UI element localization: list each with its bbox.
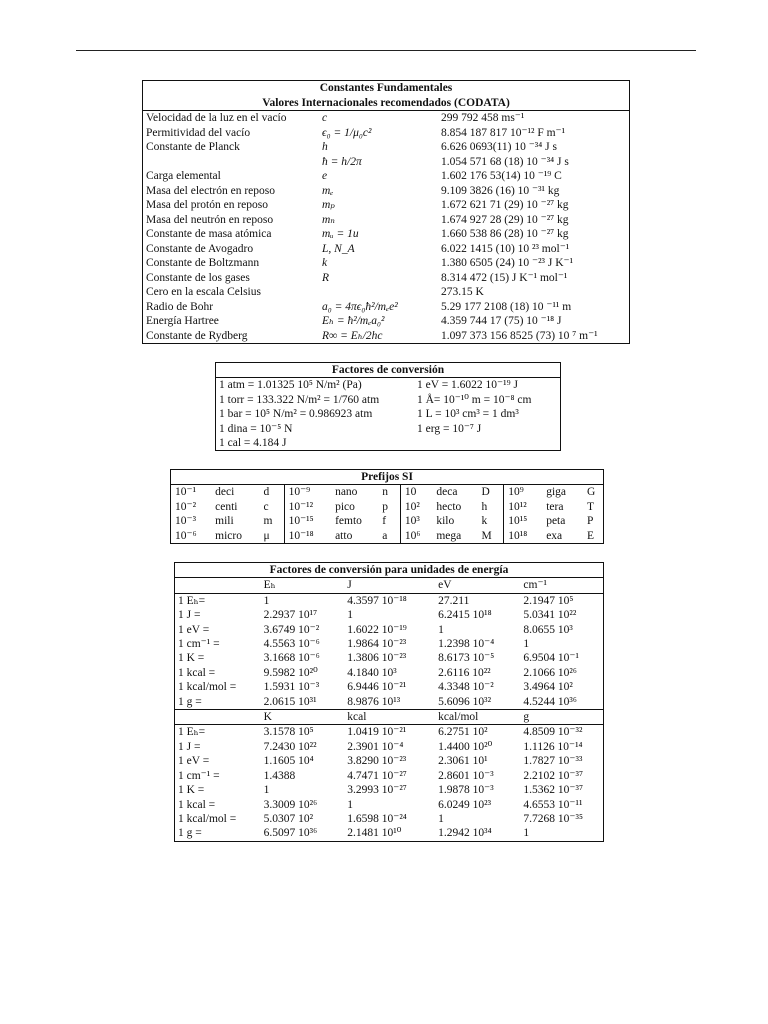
table-row <box>171 514 603 528</box>
energy-column-header: cm⁻¹ <box>520 578 603 593</box>
constant-value: 6.626 0693(11) 10 ⁻³⁴ J s <box>441 141 557 153</box>
table-row <box>143 314 629 329</box>
prefix-factor: 10¹⁵ <box>504 514 542 528</box>
prefix-name: mega <box>436 529 462 542</box>
energy-value: 1.7827 10⁻³³ <box>523 755 583 768</box>
prefix-symbol: D <box>481 486 490 499</box>
prefix-name: micro <box>215 529 242 542</box>
prefix-name: pico <box>335 500 355 513</box>
table-row <box>175 812 603 826</box>
energy-value: 1.0419 10⁻²¹ <box>344 725 435 740</box>
energy-value: 1 <box>523 638 530 651</box>
energy-row-label: 1 Eₕ= <box>175 725 261 740</box>
prefix-factor: 10¹⁸ <box>504 529 542 543</box>
constant-symbol: R∞ = Eₕ/2hc <box>322 329 383 342</box>
table-row <box>175 623 603 637</box>
constant-value: 5.29 177 2108 (18) 10 ⁻¹¹ m <box>441 300 572 313</box>
codata-rows <box>143 111 629 343</box>
energy-value: 1.6022 10⁻¹⁹ <box>347 623 407 636</box>
energy-value: 2.6116 10²² <box>438 666 491 679</box>
energy-value: 1.2942 10³⁴ <box>438 827 492 840</box>
energy-column-header: K <box>261 710 345 725</box>
energy-value: 4.6553 10⁻¹¹ <box>523 798 583 811</box>
table-row <box>143 300 629 315</box>
energy-row-label: 1 cm⁻¹ = <box>178 769 220 782</box>
constant-name: Permitividad del vacío <box>146 126 251 139</box>
energy-value: 6.2415 10¹⁸ <box>438 609 492 622</box>
energy-value: 2.1481 10¹⁰ <box>347 827 402 840</box>
constant-name: Constante de masa atómica <box>146 228 272 240</box>
conversion-left: 1 dina = 10⁻⁵ N <box>219 422 293 435</box>
conversion-left: 1 bar = 10⁵ N/m² = 0.986923 atm <box>219 408 373 421</box>
prefix-factor: 10⁹ <box>504 485 542 499</box>
constant-symbol: ϵ₀ = 1/μ₀c² <box>322 126 372 139</box>
energy-row-label: 1 eV = <box>178 755 210 768</box>
energy-value: 3.1578 10⁵ <box>261 725 345 740</box>
prefix-factor: 10³ <box>400 514 432 528</box>
energy-value: 3.4964 10² <box>523 681 573 694</box>
constant-symbol: e <box>322 170 328 182</box>
energy-row-label: 1 kcal/mol = <box>178 812 237 825</box>
table-row <box>175 798 603 812</box>
table-row <box>216 422 560 436</box>
prefix-symbol: T <box>586 500 594 513</box>
energy-value: 1 <box>438 812 444 825</box>
prefix-symbol: p <box>382 500 388 513</box>
energy-column-header: J <box>344 578 435 593</box>
table-row <box>216 393 560 407</box>
energy-row-label: 1 g = <box>178 695 202 708</box>
energy-value: 5.0341 10²² <box>523 609 577 622</box>
constant-symbol: h <box>322 141 328 153</box>
prefix-symbol: G <box>586 486 596 499</box>
prefix-name: tera <box>546 500 564 513</box>
energy-value: 6.9446 10⁻²¹ <box>347 681 407 694</box>
table-row <box>175 695 603 710</box>
energy-value: 1.5931 10⁻³ <box>263 681 320 694</box>
prefix-symbol: M <box>481 529 492 542</box>
table-row <box>171 529 603 543</box>
energy-value: 4.7471 10⁻²⁷ <box>347 769 407 782</box>
header-rule <box>76 50 696 51</box>
constant-value: 299 792 458 ms⁻¹ <box>441 112 525 124</box>
energy-column-header <box>175 578 261 593</box>
energy-table <box>174 562 604 842</box>
energy-row-label: 1 J = <box>178 740 201 753</box>
constant-symbol: L, N_A <box>322 242 355 255</box>
energy-row-label: 1 K = <box>178 652 205 665</box>
table-row <box>175 651 603 665</box>
prefixes-title: Prefijos SI <box>171 470 603 485</box>
prefix-symbol: d <box>263 486 270 499</box>
energy-value: 1 <box>347 798 354 811</box>
energy-value: 1.9864 10⁻²³ <box>347 638 407 651</box>
table-row <box>143 227 629 242</box>
energy-row-label: 1 eV = <box>178 623 210 636</box>
table-row <box>175 593 603 608</box>
conversion-rows <box>216 378 560 450</box>
prefix-factor: 10⁻³ <box>175 515 197 528</box>
energy-value: 3.6749 10⁻² <box>263 623 320 636</box>
energy-rows <box>175 577 603 840</box>
prefix-symbol: m <box>263 515 273 528</box>
energy-value: 1.1126 10⁻¹⁴ <box>523 740 583 753</box>
conversion-left: 1 torr = 133.322 N/m² = 1/760 atm <box>219 393 380 406</box>
table-row <box>143 198 629 213</box>
energy-value: 8.0655 10³ <box>523 623 573 636</box>
constant-symbol: mₙ <box>322 213 335 226</box>
prefix-factor: 10² <box>400 500 432 514</box>
prefix-name: exa <box>546 529 563 542</box>
energy-value: 1.2398 10⁻⁴ <box>438 638 495 651</box>
constant-value: 1.672 621 71 (29) 10 ⁻²⁷ kg <box>441 199 569 211</box>
energy-value: 9.5982 10²⁰ <box>263 666 318 679</box>
table-row <box>175 740 603 754</box>
prefix-name: peta <box>546 515 566 528</box>
table-row <box>143 169 629 184</box>
prefix-name: giga <box>546 486 567 499</box>
conversion-right: 1 erg = 10⁻⁷ J <box>417 422 482 435</box>
energy-value: 2.3061 10¹ <box>438 755 488 768</box>
energy-row-label: 1 cm⁻¹ = <box>178 638 220 651</box>
table-row <box>171 500 603 514</box>
energy-value: 1 <box>263 784 270 797</box>
energy-row-label: 1 Eₕ= <box>175 593 261 608</box>
constant-symbol: mₑ <box>322 184 334 197</box>
constant-name: Radio de Bohr <box>146 300 214 313</box>
energy-value: 2.8601 10⁻³ <box>438 769 494 782</box>
table-row <box>175 680 603 694</box>
energy-column-header: kcal/mol <box>435 710 520 725</box>
energy-value: 4.5244 10³⁶ <box>523 695 577 708</box>
energy-column-header: eV <box>435 578 520 593</box>
constant-value: 8.854 187 817 10⁻¹² F m⁻¹ <box>441 126 566 139</box>
energy-value: 3.1668 10⁻⁶ <box>263 652 320 665</box>
table-row <box>175 754 603 768</box>
constant-name: Constante de Avogadro <box>146 242 254 255</box>
constant-symbol: a₀ = 4πϵ₀ħ²/mₑe² <box>322 300 398 313</box>
table-row <box>143 242 629 257</box>
constant-name: Masa del protón en reposo <box>146 199 268 211</box>
energy-value: 2.1066 10²⁶ <box>523 666 577 679</box>
constant-value: 1.054 571 68 (18) 10 ⁻³⁴ J s <box>441 155 569 168</box>
table-row <box>143 256 629 271</box>
prefix-symbol: k <box>481 515 488 528</box>
energy-value: 3.8290 10⁻²³ <box>347 755 407 768</box>
energy-value: 27.211 <box>435 593 520 608</box>
energy-value: 4.3348 10⁻² <box>438 681 494 694</box>
energy-value: 1.4400 10²⁰ <box>438 740 493 753</box>
constant-name: Constante de los gases <box>146 271 250 284</box>
energy-value: 1 <box>438 623 444 636</box>
table-row <box>143 271 629 286</box>
energy-column-header <box>175 710 261 725</box>
constant-name: Energía Hartree <box>146 315 219 327</box>
table-row <box>175 608 603 622</box>
conversion-right: 1 L = 10³ cm³ = 1 dm³ <box>417 408 519 421</box>
energy-value: 4.8509 10⁻³² <box>520 725 603 740</box>
prefix-factor: 10⁻¹⁵ <box>284 514 331 528</box>
table-row <box>143 155 629 170</box>
constant-value: 9.109 3826 (16) 10 ⁻³¹ kg <box>441 184 560 197</box>
energy-value: 1.3806 10⁻²³ <box>347 652 407 665</box>
constant-name: Constante de Planck <box>146 141 240 153</box>
energy-value: 6.2751 10² <box>435 725 520 740</box>
table-row <box>143 140 629 155</box>
conversion-table <box>215 362 561 451</box>
prefix-symbol: E <box>586 529 594 542</box>
energy-value: 1 <box>261 593 345 608</box>
energy-value: 2.2937 10¹⁷ <box>263 609 318 622</box>
energy-value: 2.3901 10⁻⁴ <box>347 740 404 753</box>
energy-row-label: 1 J = <box>178 609 201 622</box>
energy-value: 6.9504 10⁻¹ <box>523 652 579 665</box>
prefix-symbol: h <box>481 500 488 513</box>
constant-symbol <box>319 285 438 300</box>
constant-symbol: Eₕ = ħ²/mₑa₀² <box>322 315 385 327</box>
energy-value: 8.9876 10¹³ <box>347 695 401 708</box>
codata-subtitle: Valores Internacionales recomendados (CODATA) <box>143 96 629 111</box>
conversion-right <box>414 436 560 450</box>
constant-symbol: mₚ <box>322 199 335 211</box>
table-row <box>143 126 629 141</box>
energy-value: 6.5097 10³⁶ <box>263 827 318 840</box>
constant-value: 1.602 176 53(14) 10 ⁻¹⁹ C <box>441 170 562 182</box>
prefix-factor: 10⁻⁶ <box>175 529 197 542</box>
prefix-factor: 10⁻² <box>175 500 197 513</box>
constant-value: 1.380 6505 (24) 10 ⁻²³ J K⁻¹ <box>441 257 574 269</box>
constant-value: 1.660 538 86 (28) 10 ⁻²⁷ kg <box>441 228 569 240</box>
table-row <box>175 769 603 783</box>
energy-column-header: kcal <box>344 710 435 725</box>
codata-table <box>142 80 630 344</box>
constant-value: 6.022 1415 (10) 10 ²³ mol⁻¹ <box>441 242 570 255</box>
constant-name: Cero en la escala Celsius <box>146 286 261 298</box>
energy-value: 5.6096 10³² <box>438 695 492 708</box>
constant-name: Masa del neutrón en reposo <box>146 213 274 226</box>
energy-value: 6.0249 10²³ <box>438 798 492 811</box>
table-row <box>143 111 629 126</box>
constant-value: 8.314 472 (15) J K⁻¹ mol⁻¹ <box>441 271 568 284</box>
energy-value: 1.4388 <box>263 769 296 782</box>
prefix-name: femto <box>335 515 362 528</box>
table-row <box>175 783 603 797</box>
constant-name: Constante de Boltzmann <box>146 257 260 269</box>
energy-value: 7.2430 10²² <box>263 740 317 753</box>
energy-value: 1.9878 10⁻³ <box>438 784 494 797</box>
prefix-factor: 10⁻¹² <box>284 500 331 514</box>
constant-name: Constante de Rydberg <box>146 329 248 342</box>
prefix-factor: 10⁻⁹ <box>284 485 331 499</box>
energy-column-header: g <box>520 710 603 725</box>
table-row <box>216 378 560 392</box>
table-row <box>216 436 560 450</box>
energy-value: 1.5362 10⁻³⁷ <box>523 784 583 797</box>
prefix-name: hecto <box>436 500 462 513</box>
energy-value: 4.1840 10³ <box>347 666 397 679</box>
energy-value: 4.5563 10⁻⁶ <box>263 638 320 651</box>
prefix-factor: 10⁻¹⁸ <box>284 529 331 543</box>
prefix-factor: 10⁻¹ <box>175 486 197 499</box>
table-row <box>143 329 629 344</box>
prefix-symbol: n <box>382 486 388 499</box>
energy-value: 3.2993 10⁻²⁷ <box>347 784 407 797</box>
prefix-factor: 10 <box>400 485 432 499</box>
energy-row-label: 1 g = <box>178 827 202 840</box>
energy-value: 2.1947 10⁵ <box>520 593 603 608</box>
table-row <box>143 213 629 228</box>
constant-symbol: k <box>322 257 328 269</box>
prefix-factor: 10¹² <box>504 500 542 514</box>
energy-row-label: 1 kcal/mol = <box>178 681 237 694</box>
conversion-title: Factores de conversión <box>216 363 560 378</box>
energy-row-label: 1 kcal = <box>178 666 216 679</box>
prefix-symbol: P <box>586 515 594 528</box>
table-row <box>143 184 629 199</box>
conversion-left: 1 atm = 1.01325 10⁵ N/m² (Pa) <box>219 379 362 392</box>
energy-value: 5.0307 10² <box>263 812 314 825</box>
codata-title: Constantes Fundamentales <box>319 82 453 94</box>
prefixes-table <box>170 469 604 544</box>
prefix-factor: 10⁶ <box>400 529 432 543</box>
energy-value: 1.6598 10⁻²⁴ <box>347 812 407 825</box>
prefix-name: atto <box>335 529 353 542</box>
constant-name <box>143 155 319 170</box>
energy-value: 1 <box>347 609 354 622</box>
constant-name: Velocidad de la luz en el vacío <box>146 112 287 124</box>
table-row <box>216 407 560 421</box>
conversion-right: 1 Å= 10⁻¹⁰ m = 10⁻⁸ cm <box>417 393 532 406</box>
conversion-left: 1 cal = 4.184 J <box>219 437 287 450</box>
energy-header-row <box>175 710 603 725</box>
energy-value: 1 <box>523 827 530 840</box>
energy-row-label: 1 K = <box>178 784 205 797</box>
table-row <box>175 666 603 680</box>
constant-value: 1.674 927 28 (29) 10 ⁻²⁷ kg <box>441 213 569 226</box>
prefix-name: centi <box>215 500 238 513</box>
constant-symbol: c <box>322 112 328 124</box>
constant-name: Masa del electrón en reposo <box>146 184 276 197</box>
prefix-name: kilo <box>436 515 455 528</box>
energy-title: Factores de conversión para unidades de energía <box>269 564 509 576</box>
energy-value: 2.2102 10⁻³⁷ <box>523 769 583 782</box>
constant-value: 273.15 K <box>441 286 484 298</box>
constant-symbol: R <box>322 271 330 284</box>
table-row <box>171 485 603 499</box>
table-row <box>175 826 603 840</box>
energy-value: 8.6173 10⁻⁵ <box>438 652 495 665</box>
energy-value: 2.0615 10³¹ <box>263 695 317 708</box>
prefix-name: nano <box>335 486 358 499</box>
energy-header-row <box>175 578 603 593</box>
prefix-name: deci <box>215 486 235 499</box>
prefix-symbol: μ <box>263 529 270 542</box>
conversion-right: 1 eV = 1.6022 10⁻¹⁹ J <box>417 379 518 392</box>
constant-value: 4.359 744 17 (75) 10 ⁻¹⁸ J <box>441 315 562 327</box>
energy-value: 3.3009 10²⁶ <box>263 798 318 811</box>
prefix-name: deca <box>436 486 458 499</box>
energy-value: 4.3597 10⁻¹⁸ <box>344 593 435 608</box>
prefix-symbol: a <box>382 529 388 542</box>
constant-name: Carga elemental <box>146 170 221 182</box>
prefix-symbol: f <box>382 515 387 528</box>
energy-row-label: 1 kcal = <box>178 798 216 811</box>
table-row <box>175 637 603 651</box>
energy-value: 7.7268 10⁻³⁵ <box>523 812 583 825</box>
prefixes-rows <box>171 485 603 543</box>
energy-value: 1.1605 10⁴ <box>263 755 314 768</box>
prefix-name: mili <box>215 515 234 528</box>
table-row <box>143 285 629 300</box>
energy-column-header: Eₕ <box>261 578 345 593</box>
prefix-symbol: c <box>263 500 269 513</box>
table-row <box>175 725 603 740</box>
constant-symbol: mᵤ = 1u <box>322 228 359 240</box>
constant-value: 1.097 373 156 8525 (73) 10 ⁷ m⁻¹ <box>441 329 598 342</box>
constant-symbol: ħ = h/2π <box>322 155 362 168</box>
